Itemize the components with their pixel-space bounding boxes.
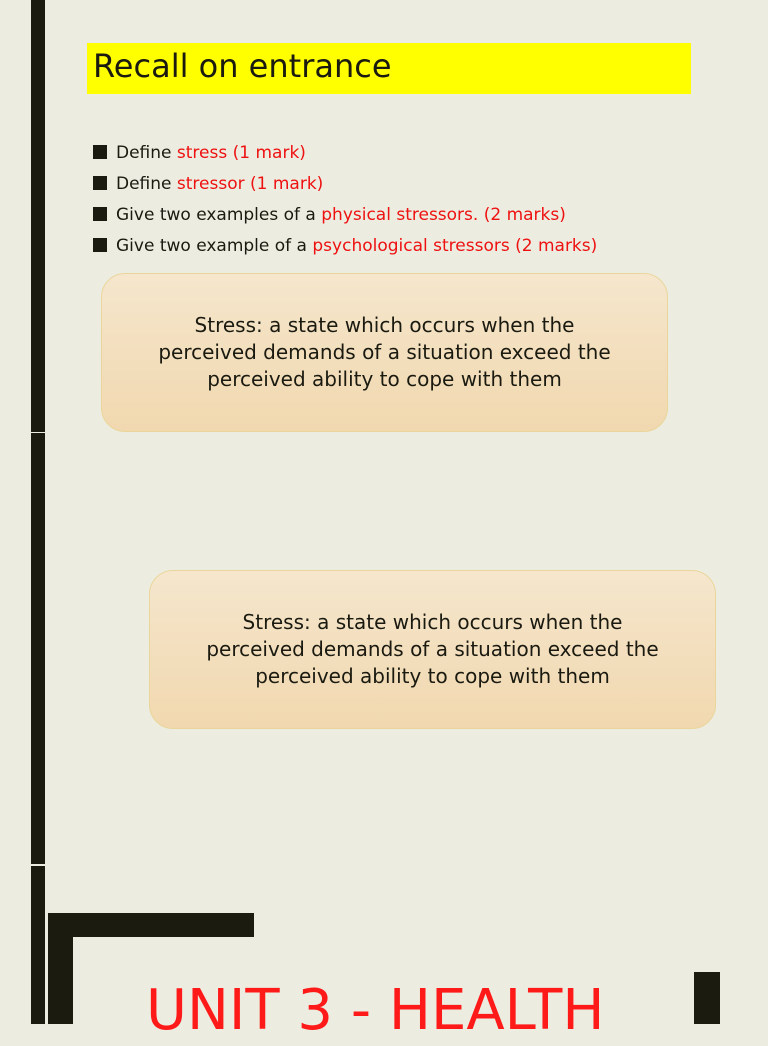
square-bullet-icon xyxy=(93,238,107,252)
bullet-highlight: physical stressors. (2 marks) xyxy=(321,205,566,225)
list-item xyxy=(93,140,597,171)
left-border-bar xyxy=(31,433,45,864)
definition-text: Stress: a state which occurs when the perceived demands of a situation exceed the perceived ability to cope with them xyxy=(206,610,659,688)
title-frame-right xyxy=(694,972,720,1024)
title-highlight xyxy=(87,43,691,94)
bullet-text: Give two examples of a xyxy=(116,205,322,225)
definition-card xyxy=(149,570,716,729)
definition-text: Stress: a state which occurs when the perceived demands of a situation exceed the perceived ability to cope with them xyxy=(158,313,611,391)
list-item xyxy=(93,202,597,233)
square-bullet-icon xyxy=(93,145,107,159)
bullet-text: Define xyxy=(116,174,177,194)
slide-title: Recall on entrance xyxy=(93,47,392,85)
bullet-highlight: stressor (1 mark) xyxy=(176,174,324,194)
title-frame-left xyxy=(48,913,73,1024)
square-bullet-icon xyxy=(93,176,107,190)
bullet-highlight: stress (1 mark) xyxy=(176,143,306,163)
title-frame-top xyxy=(48,913,254,937)
bullet-text: Define xyxy=(116,143,177,163)
bullet-text: Give two example of a xyxy=(116,236,313,256)
list-item xyxy=(93,233,597,264)
square-bullet-icon xyxy=(93,207,107,221)
unit-title: UNIT 3 - HEALTH xyxy=(146,978,605,1043)
question-list xyxy=(93,140,597,264)
bullet-highlight: psychological stressors (2 marks) xyxy=(312,236,598,256)
left-border-bar xyxy=(31,0,45,432)
list-item xyxy=(93,171,597,202)
definition-card xyxy=(101,273,668,432)
left-border-bar xyxy=(31,866,45,1024)
